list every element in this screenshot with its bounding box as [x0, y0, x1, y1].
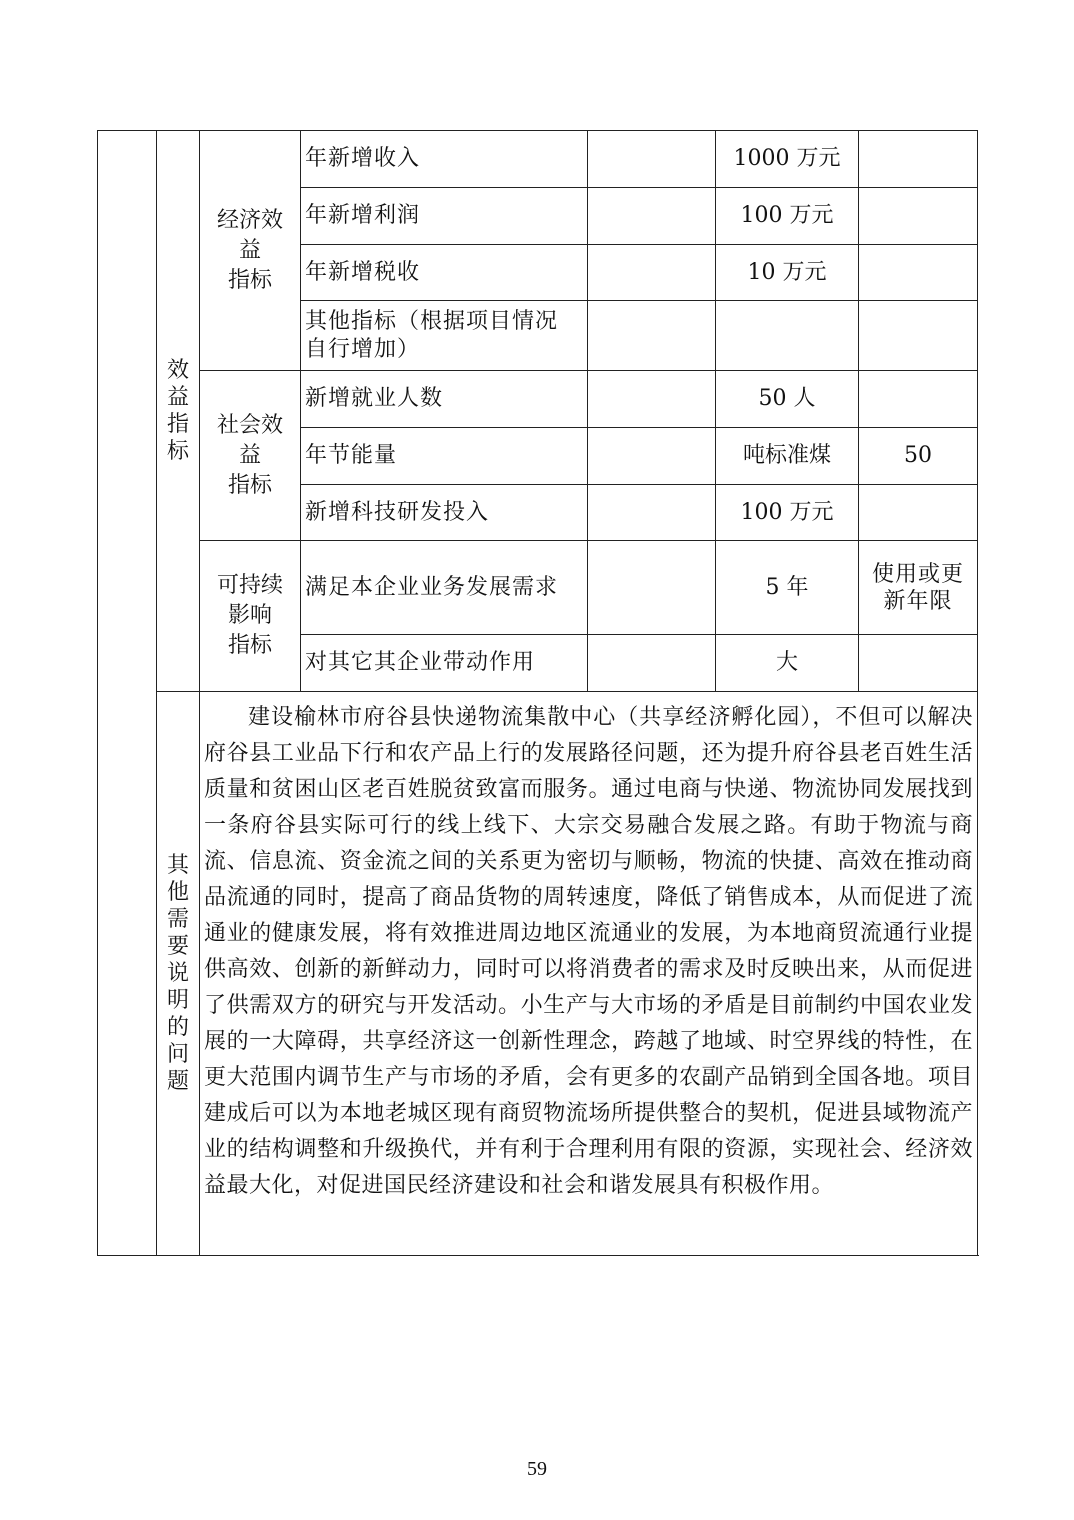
indicator-name: 满足本企业业务发展需求: [301, 541, 588, 635]
indicator-value: [859, 245, 978, 301]
table-row: [98, 131, 978, 188]
table-row: [98, 371, 978, 428]
indicator-blank: [588, 131, 716, 188]
indicator-blank: [588, 245, 716, 301]
sustainable-impact-label: 可持续 影响 指标: [200, 541, 301, 692]
indicator-unit: 50 人: [716, 371, 859, 428]
indicator-name: 新增科技研发投入: [301, 485, 588, 541]
indicator-unit: 吨标准煤: [716, 428, 859, 485]
indicator-unit: 100 万元: [716, 485, 859, 541]
indicator-unit: [716, 301, 859, 371]
indicator-table: [97, 130, 978, 1256]
indicator-name: 年新增税收: [301, 245, 588, 301]
indicator-value: [859, 371, 978, 428]
other-issues-label: 其他 需要 说明 的问 题: [157, 692, 200, 1256]
indicator-unit: 10 万元: [716, 245, 859, 301]
table-row: [98, 541, 978, 635]
benefit-indicator-label: 效 益 指 标: [157, 131, 200, 692]
indicator-value: 50: [859, 428, 978, 485]
indicator-value: [859, 131, 978, 188]
indicator-blank: [588, 188, 716, 245]
page-number: 59: [527, 1458, 547, 1480]
indicator-value: [859, 485, 978, 541]
indicator-name: 年新增利润: [301, 188, 588, 245]
indicator-blank: [588, 541, 716, 635]
indicator-name: 其他指标（根据项目情况 自行增加）: [301, 301, 588, 371]
other-issues-text: 建设榆林市府谷县快递物流集散中心（共享经济孵化园），不但可以解决府谷县工业品下行和农产品上行的发展路径问题，还为提升府谷县老百姓生活质量和贫困山区老百姓脱贫致富而服务。通过电商与快递、物流协同发展找到一条府谷县实际可行的线上线下、大宗交易融合发展之路。有助于物流与商流、信息流、资金流之间的关系更为密切与顺畅，物流的快捷、高效在推动商品流通的同时，提高了商品货物的周转速度，降低了销售成本，从而促进了流通业的健康发展，将有效推进周边地区流通业的发展，为本地商贸流通行业提供高效、创新的新鲜动力，同时可以将消费者的需求及时反映出来，从而促进了供需双方的研究与开发活动。小生产与大市场的矛盾是目前制约中国农业发展的一大障碍，共享经济这一创新性理念，跨越了地域、时空界线的特性，在更大范围内调节生产与市场的矛盾，会有更多的农副产品销到全国各地。项目建成后可以为本地老城区现有商贸物流场所提供整合的契机，促进县域物流产业的结构调整和升级换代，并有利于合理利用有限的资源，实现社会、经济效益最大化，对促进国民经济建设和社会和谐发展具有积极作用。: [200, 692, 978, 1256]
blank-left-cell: [98, 131, 157, 1256]
indicator-value: [859, 635, 978, 692]
table-row: [98, 692, 978, 1256]
indicator-name: 年节能量: [301, 428, 588, 485]
indicator-blank: [588, 635, 716, 692]
indicator-value: [859, 301, 978, 371]
indicator-blank: [588, 485, 716, 541]
indicator-name: 对其它其企业带动作用: [301, 635, 588, 692]
indicator-unit: 1000 万元: [716, 131, 859, 188]
indicator-blank: [588, 428, 716, 485]
indicator-unit: 大: [716, 635, 859, 692]
indicator-name: 年新增收入: [301, 131, 588, 188]
indicator-blank: [588, 301, 716, 371]
indicator-name: 新增就业人数: [301, 371, 588, 428]
indicator-value: 使用或更 新年限: [859, 541, 978, 635]
economic-benefit-label: 经济效 益 指标: [200, 131, 301, 371]
indicator-unit: 100 万元: [716, 188, 859, 245]
indicator-unit: 5 年: [716, 541, 859, 635]
indicator-blank: [588, 371, 716, 428]
indicator-value: [859, 188, 978, 245]
social-benefit-label: 社会效 益 指标: [200, 371, 301, 541]
